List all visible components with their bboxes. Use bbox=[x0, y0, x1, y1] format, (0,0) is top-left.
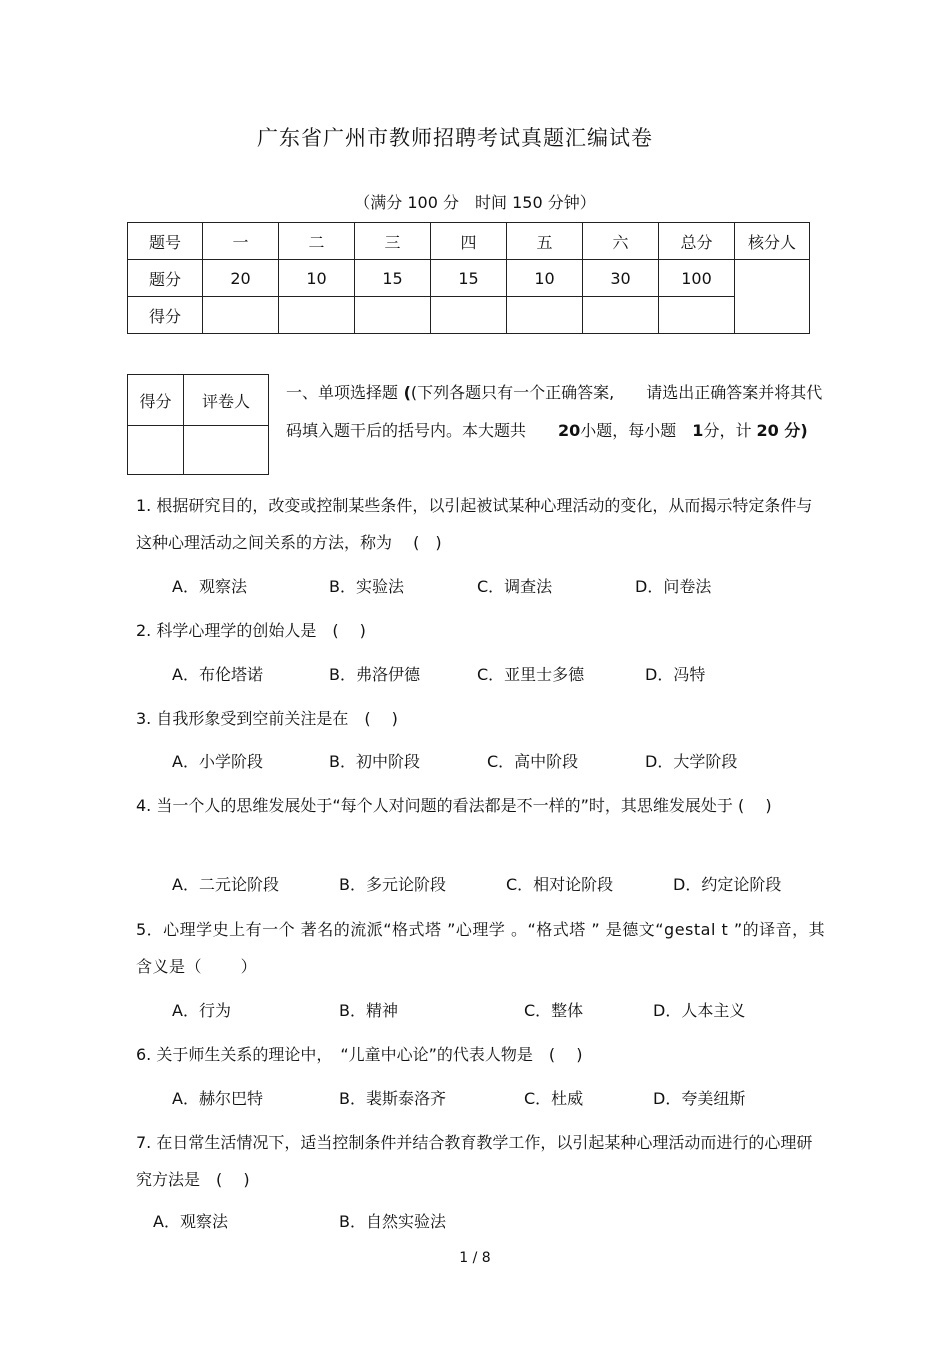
option-d[interactable]: D．大学阶段 bbox=[645, 752, 738, 771]
option-b[interactable]: B．多元论阶段 bbox=[339, 875, 446, 894]
option-c[interactable]: C．高中阶段 bbox=[487, 752, 579, 771]
points-cell: 30 bbox=[583, 260, 659, 297]
section1-paren-open: ( bbox=[398, 383, 411, 402]
score-table-points-row bbox=[128, 260, 810, 297]
option-a[interactable]: A．观察法 bbox=[172, 577, 247, 596]
option-a[interactable]: A．行为 bbox=[172, 1001, 231, 1020]
question-4: 4. 当一个人的思维发展处于“每个人对问题的看法都是不一样的”时，其思维发展处于 ( ) bbox=[136, 796, 772, 815]
earned-score-cell[interactable] bbox=[203, 297, 279, 334]
score-table-header-row bbox=[128, 223, 810, 260]
section1-text-2: 小题，每小题 bbox=[580, 421, 693, 440]
section1-text: (下列各题只有一个正确答案, 请选出正确答案并将其代码填入题干后的括号内。本大题共 bbox=[286, 383, 823, 440]
page-number: 1 / 8 bbox=[459, 1250, 491, 1266]
exam-title: 广东省广州市教师招聘考试真题汇编试卷 bbox=[257, 126, 653, 150]
exam-subtitle: （满分 100 分 时间 150 分钟） bbox=[354, 193, 596, 212]
question-2: 2. 科学心理学的创始人是 ( ) bbox=[136, 621, 366, 640]
score-header-cell: 二 bbox=[279, 223, 355, 260]
option-b[interactable]: B．裴斯泰洛齐 bbox=[339, 1089, 446, 1108]
score-header-cell: 六 bbox=[583, 223, 659, 260]
option-b[interactable]: B．自然实验法 bbox=[339, 1212, 446, 1231]
score-table-earned-row bbox=[128, 297, 810, 334]
points-cell: 题分 bbox=[128, 260, 203, 297]
question-1: 1. 根据研究目的，改变或控制某些条件，以引起被试某种心理活动的变化，从而揭示特定条件与这种心理活动之间关系的方法，称为 ( ) bbox=[136, 496, 813, 552]
points-cell: 15 bbox=[431, 260, 507, 297]
question-7: 7. 在日常生活情况下，适当控制条件并结合教育教学工作，以引起某种心理活动而进行的心理研究方法是 ( ) bbox=[136, 1133, 813, 1189]
earned-score-cell[interactable] bbox=[355, 297, 431, 334]
option-d[interactable]: D．约定论阶段 bbox=[673, 875, 782, 894]
grader-box bbox=[127, 374, 269, 475]
option-d[interactable]: D．问卷法 bbox=[635, 577, 712, 596]
points-cell: 20 bbox=[203, 260, 279, 297]
option-a[interactable]: A．二元论阶段 bbox=[172, 875, 279, 894]
option-c[interactable]: C．杜威 bbox=[524, 1089, 584, 1108]
option-d[interactable]: D．人本主义 bbox=[653, 1001, 746, 1020]
points-cell: 100 bbox=[659, 260, 735, 297]
earned-score-cell[interactable] bbox=[431, 297, 507, 334]
grader-score-label: 得分 bbox=[128, 375, 184, 426]
option-d[interactable]: D．冯特 bbox=[645, 665, 706, 684]
earned-label-cell: 得分 bbox=[128, 297, 203, 334]
earned-score-cell[interactable] bbox=[279, 297, 355, 334]
option-d[interactable]: D．夸美纽斯 bbox=[653, 1089, 746, 1108]
points-cell: 10 bbox=[279, 260, 355, 297]
score-header-cell: 一 bbox=[203, 223, 279, 260]
earned-score-cell[interactable] bbox=[507, 297, 583, 334]
section1-per: 1 bbox=[692, 421, 704, 440]
score-header-cell: 总分 bbox=[659, 223, 735, 260]
option-b[interactable]: B．实验法 bbox=[329, 577, 404, 596]
option-c[interactable]: C．相对论阶段 bbox=[506, 875, 614, 894]
section1-text-3: 分，计 bbox=[703, 421, 757, 440]
option-a[interactable]: A．小学阶段 bbox=[172, 752, 263, 771]
section1-total: 20 分) bbox=[756, 421, 808, 440]
grader-name-label: 评卷人 bbox=[184, 375, 269, 426]
points-cell: 15 bbox=[355, 260, 431, 297]
option-c[interactable]: C．调查法 bbox=[477, 577, 553, 596]
question-6: 6. 关于师生关系的理论中， “儿童中心论”的代表人物是 ( ) bbox=[136, 1045, 583, 1064]
question-5: 5．心理学史上有一个 著名的流派“格式塔 ”心理学 。“格式塔 ” 是德文“gestal t ”的译音，其含义是（ ） bbox=[136, 920, 826, 976]
score-header-cell: 四 bbox=[431, 223, 507, 260]
section1-heading: 一、单项选择题 bbox=[286, 383, 399, 402]
score-table bbox=[127, 222, 810, 334]
section1-instructions bbox=[286, 374, 826, 450]
earned-score-cell[interactable] bbox=[659, 297, 735, 334]
score-header-cell: 三 bbox=[355, 223, 431, 260]
option-c[interactable]: C．整体 bbox=[524, 1001, 584, 1020]
score-header-cell: 五 bbox=[507, 223, 583, 260]
points-cell: 10 bbox=[507, 260, 583, 297]
grader-score-field[interactable] bbox=[128, 426, 184, 475]
option-a[interactable]: A．布伦塔诺 bbox=[172, 665, 263, 684]
option-b[interactable]: B．初中阶段 bbox=[329, 752, 420, 771]
grader-name-field[interactable] bbox=[184, 426, 269, 475]
checker-signature-cell[interactable] bbox=[735, 260, 810, 334]
section1-count: 20 bbox=[558, 421, 581, 440]
score-header-cell: 题号 bbox=[128, 223, 203, 260]
option-c[interactable]: C．亚里士多德 bbox=[477, 665, 585, 684]
option-a[interactable]: A．赫尔巴特 bbox=[172, 1089, 263, 1108]
option-a[interactable]: A．观察法 bbox=[153, 1212, 228, 1231]
earned-score-cell[interactable] bbox=[583, 297, 659, 334]
question-3: 3. 自我形象受到空前关注是在 ( ) bbox=[136, 709, 398, 728]
option-b[interactable]: B．精神 bbox=[339, 1001, 398, 1020]
option-b[interactable]: B．弗洛伊德 bbox=[329, 665, 420, 684]
score-header-cell: 核分人 bbox=[735, 223, 810, 260]
